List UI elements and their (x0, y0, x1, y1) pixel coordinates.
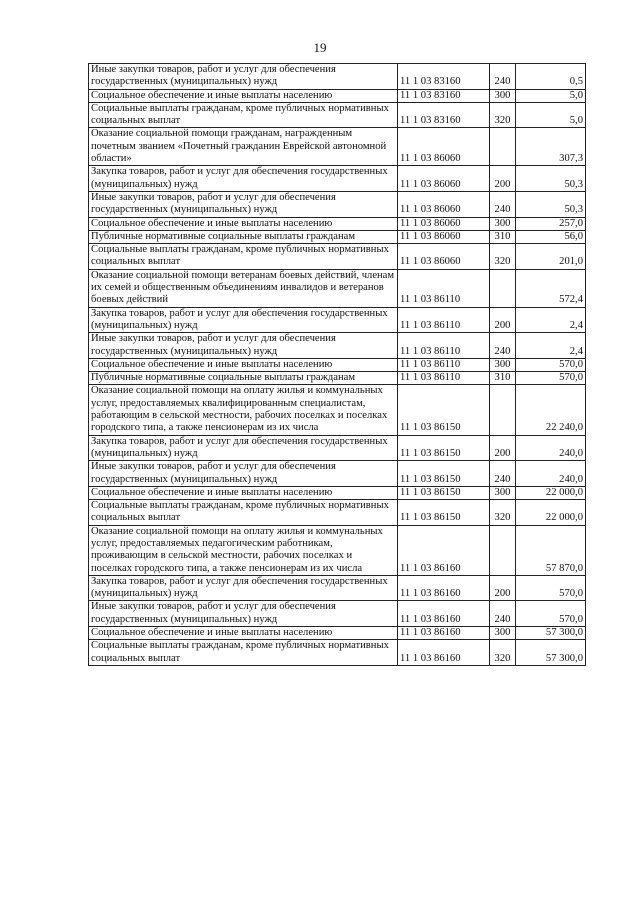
table-row (89, 640, 586, 666)
table-row (89, 372, 586, 385)
table-row (89, 385, 586, 435)
row-code-cell: 11 1 03 86150 (398, 486, 490, 499)
row-amount-cell: 240,0 (516, 435, 586, 461)
row-expense-type-cell: 200 (490, 575, 516, 601)
row-code-cell: 11 1 03 86060 (398, 230, 490, 243)
row-expense-type-cell: 200 (490, 166, 516, 192)
row-amount-cell: 2,4 (516, 307, 586, 333)
row-name-cell: Социальные выплаты гражданам, кроме публичных нормативных социальных выплат (89, 500, 398, 526)
row-amount-cell: 570,0 (516, 601, 586, 627)
row-code-cell: 11 1 03 86150 (398, 461, 490, 487)
row-code-cell: 11 1 03 86060 (398, 244, 490, 270)
row-amount-cell: 57 300,0 (516, 640, 586, 666)
row-expense-type-cell: 310 (490, 230, 516, 243)
row-code-cell: 11 1 03 86150 (398, 385, 490, 435)
table-row (89, 525, 586, 575)
row-amount-cell: 307,3 (516, 128, 586, 166)
row-name-cell: Оказание социальной помощи гражданам, награжденным почетным званием «Почетный гражданин Еврейской автономной области» (89, 128, 398, 166)
row-amount-cell: 2,4 (516, 333, 586, 359)
row-amount-cell: 57 870,0 (516, 525, 586, 575)
row-code-cell: 11 1 03 86160 (398, 525, 490, 575)
row-code-cell: 11 1 03 86160 (398, 601, 490, 627)
row-code-cell: 11 1 03 83160 (398, 102, 490, 128)
row-name-cell: Публичные нормативные социальные выплаты гражданам (89, 372, 398, 385)
budget-table (88, 63, 586, 666)
table-row (89, 128, 586, 166)
row-code-cell: 11 1 03 86160 (398, 627, 490, 640)
row-amount-cell: 50,3 (516, 191, 586, 217)
table-row (89, 269, 586, 307)
row-name-cell: Иные закупки товаров, работ и услуг для обеспечения государственных (муниципальных) нужд (89, 64, 398, 90)
budget-table-body (89, 64, 586, 666)
row-amount-cell: 57 300,0 (516, 627, 586, 640)
row-amount-cell: 50,3 (516, 166, 586, 192)
row-expense-type-cell: 200 (490, 435, 516, 461)
row-expense-type-cell: 300 (490, 627, 516, 640)
row-expense-type-cell: 240 (490, 64, 516, 90)
table-row (89, 601, 586, 627)
row-code-cell: 11 1 03 86110 (398, 269, 490, 307)
row-name-cell: Социальные выплаты гражданам, кроме публичных нормативных социальных выплат (89, 640, 398, 666)
row-expense-type-cell: 300 (490, 358, 516, 371)
row-amount-cell: 22 000,0 (516, 486, 586, 499)
row-code-cell: 11 1 03 86060 (398, 191, 490, 217)
table-row (89, 307, 586, 333)
row-amount-cell: 56,0 (516, 230, 586, 243)
row-name-cell: Социальное обеспечение и иные выплаты населению (89, 486, 398, 499)
row-name-cell: Социальные выплаты гражданам, кроме публичных нормативных социальных выплат (89, 244, 398, 270)
row-code-cell: 11 1 03 86110 (398, 372, 490, 385)
table-row (89, 333, 586, 359)
row-expense-type-cell: 240 (490, 333, 516, 359)
row-expense-type-cell: 320 (490, 640, 516, 666)
row-expense-type-cell (490, 128, 516, 166)
row-expense-type-cell: 240 (490, 601, 516, 627)
row-code-cell: 11 1 03 86150 (398, 435, 490, 461)
row-expense-type-cell: 240 (490, 191, 516, 217)
row-expense-type-cell: 310 (490, 372, 516, 385)
table-row (89, 244, 586, 270)
row-code-cell: 11 1 03 86110 (398, 358, 490, 371)
row-code-cell: 11 1 03 86060 (398, 166, 490, 192)
row-expense-type-cell: 300 (490, 89, 516, 102)
row-amount-cell: 257,0 (516, 217, 586, 230)
row-expense-type-cell: 300 (490, 486, 516, 499)
table-row (89, 89, 586, 102)
table-row (89, 230, 586, 243)
row-amount-cell: 570,0 (516, 575, 586, 601)
row-expense-type-cell (490, 269, 516, 307)
row-name-cell: Социальное обеспечение и иные выплаты населению (89, 358, 398, 371)
row-amount-cell: 240,0 (516, 461, 586, 487)
table-row (89, 486, 586, 499)
row-name-cell: Социальное обеспечение и иные выплаты населению (89, 217, 398, 230)
row-name-cell: Закупка товаров, работ и услуг для обеспечения государственных (муниципальных) нужд (89, 166, 398, 192)
row-code-cell: 11 1 03 83160 (398, 64, 490, 90)
row-code-cell: 11 1 03 86060 (398, 217, 490, 230)
row-name-cell: Социальное обеспечение и иные выплаты населению (89, 627, 398, 640)
row-amount-cell: 5,0 (516, 102, 586, 128)
row-code-cell: 11 1 03 83160 (398, 89, 490, 102)
row-amount-cell: 0,5 (516, 64, 586, 90)
table-row (89, 217, 586, 230)
row-code-cell: 11 1 03 86160 (398, 640, 490, 666)
row-name-cell: Социальное обеспечение и иные выплаты населению (89, 89, 398, 102)
row-name-cell: Оказание социальной помощи на оплату жилья и коммунальных услуг, предоставляемых квалифицированным специалистам, работающим в сельской местности, рабочих поселках и поселках городского типа, а также пенсионерам из их числа (89, 385, 398, 435)
row-expense-type-cell (490, 385, 516, 435)
row-code-cell: 11 1 03 86110 (398, 333, 490, 359)
row-expense-type-cell: 320 (490, 102, 516, 128)
table-row (89, 102, 586, 128)
table-row (89, 358, 586, 371)
row-name-cell: Закупка товаров, работ и услуг для обеспечения государственных (муниципальных) нужд (89, 435, 398, 461)
row-expense-type-cell: 320 (490, 500, 516, 526)
row-code-cell: 11 1 03 86160 (398, 575, 490, 601)
row-name-cell: Закупка товаров, работ и услуг для обеспечения государственных (муниципальных) нужд (89, 307, 398, 333)
row-expense-type-cell: 200 (490, 307, 516, 333)
row-name-cell: Социальные выплаты гражданам, кроме публичных нормативных социальных выплат (89, 102, 398, 128)
row-name-cell: Публичные нормативные социальные выплаты гражданам (89, 230, 398, 243)
table-row (89, 575, 586, 601)
table-row (89, 627, 586, 640)
table-row (89, 191, 586, 217)
row-amount-cell: 572,4 (516, 269, 586, 307)
row-expense-type-cell: 300 (490, 217, 516, 230)
row-amount-cell: 201,0 (516, 244, 586, 270)
row-name-cell: Оказание социальной помощи ветеранам боевых действий, членам их семей и общественным объединениям инвалидов и ветеранов боевых действий (89, 269, 398, 307)
table-row (89, 435, 586, 461)
row-name-cell: Иные закупки товаров, работ и услуг для обеспечения государственных (муниципальных) нужд (89, 333, 398, 359)
row-code-cell: 11 1 03 86150 (398, 500, 490, 526)
row-name-cell: Иные закупки товаров, работ и услуг для обеспечения государственных (муниципальных) нужд (89, 191, 398, 217)
table-row (89, 461, 586, 487)
table-row (89, 166, 586, 192)
row-amount-cell: 570,0 (516, 358, 586, 371)
row-code-cell: 11 1 03 86060 (398, 128, 490, 166)
row-name-cell: Иные закупки товаров, работ и услуг для обеспечения государственных (муниципальных) нужд (89, 461, 398, 487)
row-name-cell: Оказание социальной помощи на оплату жилья и коммунальных услуг, предоставляемых педагогическим работникам, проживающим в сельской местности, рабочих поселках и поселках городского типа, а также пенсионерам из их числа (89, 525, 398, 575)
table-row (89, 500, 586, 526)
row-amount-cell: 22 000,0 (516, 500, 586, 526)
row-amount-cell: 22 240,0 (516, 385, 586, 435)
table-row (89, 64, 586, 90)
row-name-cell: Иные закупки товаров, работ и услуг для обеспечения государственных (муниципальных) нужд (89, 601, 398, 627)
row-expense-type-cell: 320 (490, 244, 516, 270)
row-expense-type-cell (490, 525, 516, 575)
row-expense-type-cell: 240 (490, 461, 516, 487)
row-amount-cell: 5,0 (516, 89, 586, 102)
page-number: 19 (313, 40, 327, 55)
row-name-cell: Закупка товаров, работ и услуг для обеспечения государственных (муниципальных) нужд (89, 575, 398, 601)
row-amount-cell: 570,0 (516, 372, 586, 385)
row-code-cell: 11 1 03 86110 (398, 307, 490, 333)
